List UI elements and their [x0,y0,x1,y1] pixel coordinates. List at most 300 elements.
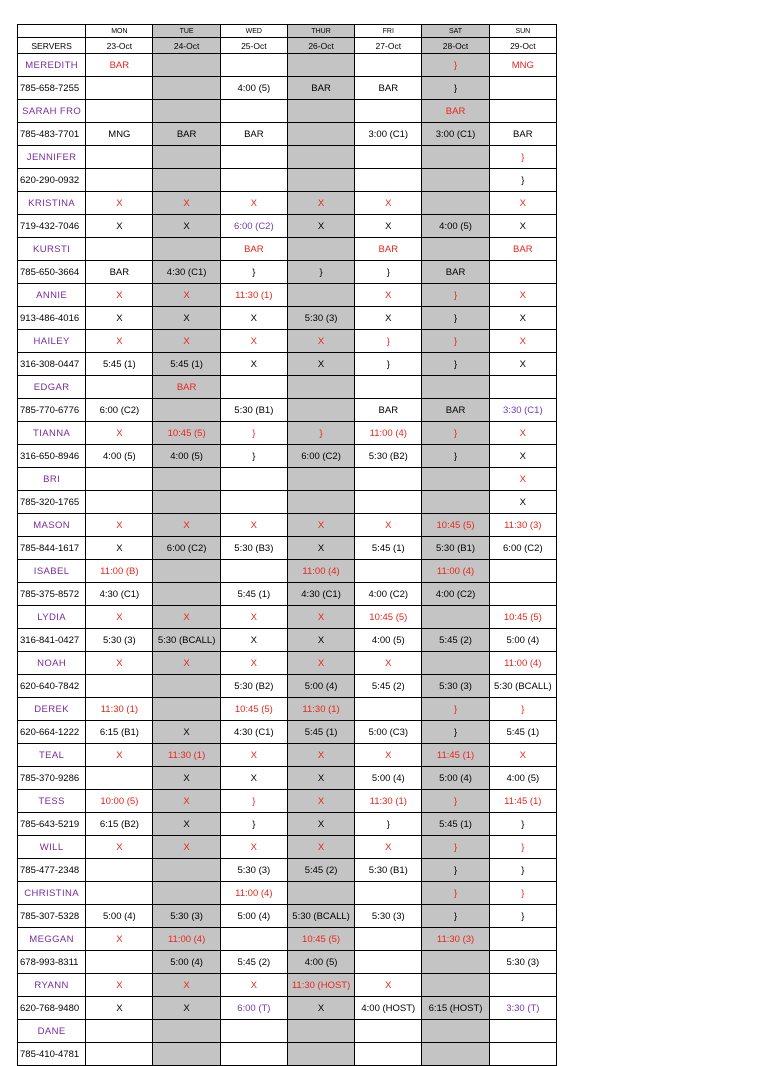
shift-cell: BAR [220,238,287,261]
shift-cell: 5:30 (3) [355,905,422,928]
shift-cell: 5:30 (BCALL) [489,675,556,698]
shift-cell: 11:30 (1) [86,698,153,721]
shift-cell: 5:00 (4) [86,905,153,928]
server-name-meggan: MEGGAN [18,928,86,951]
shift-cell: 6:00 (C2) [220,215,287,238]
server-phone-sarah-fro: 785-483-7701 [18,123,86,146]
shift-cell: 5:45 (1) [86,353,153,376]
server-phone-teal: 785-370-9286 [18,767,86,790]
server-name-christina: CHRISTINA [18,882,86,905]
shift-cell: } [422,284,489,307]
server-name-meredith: MEREDITH [18,54,86,77]
shift-cell [220,1020,287,1043]
shift-cell: BAR [489,238,556,261]
server-phone-row [18,767,557,790]
shift-cell: } [355,353,422,376]
shift-cell: 5:30 (3) [153,905,220,928]
shift-cell: X [153,813,220,836]
shift-cell: X [489,744,556,767]
shift-cell: X [489,215,556,238]
shift-cell: X [220,192,287,215]
shift-cell: 4:00 (5) [355,629,422,652]
server-name-edgar: EDGAR [18,376,86,399]
shift-cell: 5:30 (3) [287,307,354,330]
server-name-row [18,836,557,859]
server-name-row [18,146,557,169]
shift-cell: X [287,537,354,560]
shift-cell: 5:45 (2) [287,859,354,882]
shift-cell: X [489,468,556,491]
shift-cell: 5:00 (4) [489,629,556,652]
shift-cell [86,767,153,790]
shift-cell: 5:30 (B3) [220,537,287,560]
shift-cell [489,560,556,583]
server-name-row [18,376,557,399]
server-phone-dane: 785-410-4781 [18,1043,86,1066]
schedule-table [17,24,557,1066]
shift-cell: } [422,721,489,744]
shift-cell [355,491,422,514]
shift-cell: X [86,974,153,997]
shift-cell: 5:00 (C3) [355,721,422,744]
shift-cell: X [355,652,422,675]
shift-cell: MNG [489,54,556,77]
shift-cell: 4:00 (C2) [355,583,422,606]
shift-cell [287,284,354,307]
shift-cell: } [422,422,489,445]
shift-cell: 5:45 (2) [422,629,489,652]
shift-cell [287,491,354,514]
shift-cell: 5:45 (1) [422,813,489,836]
shift-cell: } [489,905,556,928]
shift-cell: X [355,307,422,330]
shift-cell: X [489,422,556,445]
server-name-jennifer: JENNIFER [18,146,86,169]
shift-cell: X [220,767,287,790]
shift-cell [422,652,489,675]
shift-cell: BAR [422,261,489,284]
shift-cell: X [489,491,556,514]
shift-cell: X [86,330,153,353]
server-phone-row [18,77,557,100]
shift-cell: } [287,261,354,284]
day-date-wed: 25-Oct [220,38,287,54]
shift-cell: 5:30 (B1) [422,537,489,560]
server-phone-row [18,859,557,882]
shift-cell [355,951,422,974]
server-phone-christina: 785-307-5328 [18,905,86,928]
server-name-row [18,882,557,905]
shift-cell: X [489,284,556,307]
shift-cell: } [422,353,489,376]
server-phone-row [18,445,557,468]
shift-cell: 11:30 (1) [287,698,354,721]
shift-cell: 4:00 (C2) [422,583,489,606]
shift-cell: X [220,514,287,537]
shift-cell: } [422,698,489,721]
shift-cell [153,399,220,422]
server-name-row [18,514,557,537]
shift-cell: X [153,652,220,675]
shift-cell: } [422,905,489,928]
shift-cell [422,238,489,261]
shift-cell: 5:30 (3) [86,629,153,652]
shift-cell: } [220,790,287,813]
day-name-sun: SUN [489,25,556,38]
shift-cell: 5:00 (4) [220,905,287,928]
shift-cell: 11:30 (HOST) [287,974,354,997]
shift-cell [422,951,489,974]
day-date-sat: 28-Oct [422,38,489,54]
shift-cell [287,882,354,905]
shift-cell: X [153,767,220,790]
shift-cell [355,1020,422,1043]
shift-cell [355,100,422,123]
shift-cell [355,560,422,583]
shift-cell [220,1043,287,1066]
shift-cell: BAR [422,399,489,422]
shift-cell: X [355,744,422,767]
shift-cell: X [287,813,354,836]
shift-cell: 5:30 (3) [489,951,556,974]
servers-header: SERVERS [18,38,86,54]
server-phone-row [18,307,557,330]
server-name-will: WILL [18,836,86,859]
server-name-tess: TESS [18,790,86,813]
shift-cell: X [287,514,354,537]
shift-cell [287,1020,354,1043]
shift-cell: X [86,744,153,767]
server-phone-noah: 620-640-7842 [18,675,86,698]
server-phone-hailey: 316-308-0447 [18,353,86,376]
day-name-wed: WED [220,25,287,38]
shift-cell: 4:30 (C1) [153,261,220,284]
shift-cell: X [220,652,287,675]
shift-cell [489,261,556,284]
shift-cell: } [220,261,287,284]
shift-cell: } [220,422,287,445]
shift-cell: 3:30 (T) [489,997,556,1020]
shift-cell: 10:45 (5) [220,698,287,721]
date-row [18,38,557,54]
shift-cell: 11:00 (4) [489,652,556,675]
shift-cell [220,468,287,491]
shift-cell [153,468,220,491]
shift-cell [220,54,287,77]
server-phone-derek: 620-664-1222 [18,721,86,744]
day-name-mon: MON [86,25,153,38]
shift-cell [153,698,220,721]
shift-cell: 5:45 (1) [153,353,220,376]
server-name-row [18,560,557,583]
shift-cell [489,77,556,100]
shift-cell [287,123,354,146]
shift-cell: } [220,445,287,468]
shift-cell: } [220,813,287,836]
shift-cell [86,169,153,192]
shift-cell: X [153,974,220,997]
shift-cell: 11:30 (3) [422,928,489,951]
server-phone-row [18,905,557,928]
shift-cell: X [86,422,153,445]
shift-cell: 11:00 (4) [153,928,220,951]
shift-cell: X [86,284,153,307]
shift-cell: X [287,192,354,215]
day-name-thur: THUR [287,25,354,38]
shift-cell [153,882,220,905]
shift-cell: BAR [86,261,153,284]
shift-cell: BAR [153,376,220,399]
shift-cell [86,951,153,974]
shift-cell: X [489,330,556,353]
shift-cell: X [287,744,354,767]
shift-cell [86,1020,153,1043]
shift-cell [86,376,153,399]
shift-cell [422,169,489,192]
shift-cell [355,1043,422,1066]
shift-cell: 5:45 (1) [489,721,556,744]
server-phone-tianna: 316-650-8946 [18,445,86,468]
shift-cell: 5:00 (4) [153,951,220,974]
shift-cell [489,1043,556,1066]
server-name-row [18,652,557,675]
server-name-row [18,928,557,951]
shift-cell: 5:00 (4) [355,767,422,790]
day-name-row [18,25,557,38]
shift-cell [355,146,422,169]
shift-cell: X [86,997,153,1020]
server-name-kursti: KURSTI [18,238,86,261]
shift-cell: X [86,606,153,629]
shift-cell [287,238,354,261]
server-phone-edgar: 785-770-6776 [18,399,86,422]
shift-cell [153,169,220,192]
shift-cell [489,928,556,951]
day-name-tue: TUE [153,25,220,38]
shift-cell: 5:30 (BCALL) [287,905,354,928]
shift-cell: 3:00 (C1) [355,123,422,146]
server-name-row [18,192,557,215]
shift-cell: X [220,307,287,330]
shift-cell [287,100,354,123]
shift-cell: } [489,146,556,169]
shift-cell: } [355,330,422,353]
shift-cell: X [287,606,354,629]
shift-cell [153,675,220,698]
shift-cell: X [489,353,556,376]
shift-cell: X [86,928,153,951]
day-date-mon: 23-Oct [86,38,153,54]
header-corner [18,25,86,38]
shift-cell [489,974,556,997]
shift-cell [153,54,220,77]
shift-cell: MNG [86,123,153,146]
shift-cell [86,491,153,514]
shift-cell: X [86,514,153,537]
day-date-thur: 26-Oct [287,38,354,54]
shift-cell: 5:45 (2) [355,675,422,698]
shift-cell [422,606,489,629]
shift-cell: } [489,169,556,192]
day-name-fri: FRI [355,25,422,38]
server-phone-row [18,123,557,146]
shift-cell: X [86,836,153,859]
server-phone-bri: 785-320-1765 [18,491,86,514]
server-phone-annie: 913-486-4016 [18,307,86,330]
day-date-tue: 24-Oct [153,38,220,54]
shift-cell: 4:30 (C1) [287,583,354,606]
server-phone-row [18,169,557,192]
server-phone-row [18,215,557,238]
server-phone-row [18,629,557,652]
shift-cell: 5:45 (1) [220,583,287,606]
shift-cell [489,376,556,399]
day-name-sat: SAT [422,25,489,38]
shift-cell: X [287,353,354,376]
server-phone-mason: 785-844-1617 [18,537,86,560]
shift-cell: 5:30 (B2) [220,675,287,698]
shift-cell [422,1043,489,1066]
server-name-sarah-fro: SARAH FRO [18,100,86,123]
shift-cell: X [489,307,556,330]
shift-cell: } [422,77,489,100]
server-name-mason: MASON [18,514,86,537]
shift-cell [355,376,422,399]
shift-cell: X [86,307,153,330]
shift-cell: X [287,629,354,652]
shift-cell: X [86,192,153,215]
shift-cell: 5:45 (2) [220,951,287,974]
server-name-annie: ANNIE [18,284,86,307]
shift-cell: 11:30 (3) [489,514,556,537]
shift-cell [422,468,489,491]
shift-cell [489,583,556,606]
shift-cell: 4:00 (5) [287,951,354,974]
shift-cell [220,491,287,514]
shift-cell: 11:00 (4) [220,882,287,905]
shift-cell: 11:00 (4) [287,560,354,583]
shift-cell: 11:00 (4) [422,560,489,583]
shift-cell: 5:30 (B2) [355,445,422,468]
shift-cell [287,54,354,77]
shift-cell: 6:00 (T) [220,997,287,1020]
shift-cell [86,77,153,100]
shift-cell: } [355,261,422,284]
shift-cell: X [153,790,220,813]
server-name-row [18,974,557,997]
shift-cell [220,146,287,169]
shift-cell [287,376,354,399]
server-phone-row [18,353,557,376]
shift-cell: X [355,192,422,215]
server-name-row [18,100,557,123]
server-name-teal: TEAL [18,744,86,767]
server-name-lydia: LYDIA [18,606,86,629]
server-name-ryann: RYANN [18,974,86,997]
shift-cell: 10:45 (5) [287,928,354,951]
server-phone-row [18,399,557,422]
shift-cell: 6:00 (C2) [287,445,354,468]
server-phone-row [18,1043,557,1066]
shift-cell: } [287,422,354,445]
server-phone-row [18,261,557,284]
shift-cell: 4:00 (5) [489,767,556,790]
shift-cell: 11:45 (1) [422,744,489,767]
server-phone-row [18,721,557,744]
server-phone-row [18,583,557,606]
server-name-row [18,330,557,353]
shift-cell: X [355,284,422,307]
shift-cell: X [153,606,220,629]
shift-cell [220,376,287,399]
server-name-row [18,790,557,813]
shift-cell: 5:30 (B1) [355,859,422,882]
shift-cell [86,675,153,698]
server-name-bri: BRI [18,468,86,491]
shift-cell: X [153,284,220,307]
shift-cell: X [355,215,422,238]
server-name-row [18,284,557,307]
shift-cell [422,1020,489,1043]
shift-cell: 5:45 (1) [355,537,422,560]
shift-cell: X [153,514,220,537]
shift-cell: BAR [355,238,422,261]
server-name-kristina: KRISTINA [18,192,86,215]
shift-cell [355,882,422,905]
server-phone-kristina: 719-432-7046 [18,215,86,238]
server-phone-row [18,997,557,1020]
day-date-fri: 27-Oct [355,38,422,54]
shift-cell [86,1043,153,1066]
server-name-isabel: ISABEL [18,560,86,583]
shift-cell [422,192,489,215]
shift-cell: BAR [355,399,422,422]
shift-cell: 4:00 (HOST) [355,997,422,1020]
shift-cell: 5:00 (4) [422,767,489,790]
shift-cell [355,928,422,951]
shift-cell: } [422,54,489,77]
server-phone-tess: 785-643-5219 [18,813,86,836]
shift-cell: X [220,629,287,652]
server-name-tianna: TIANNA [18,422,86,445]
shift-cell: X [153,330,220,353]
shift-cell [422,376,489,399]
server-name-row [18,744,557,767]
server-phone-row [18,537,557,560]
server-phone-row [18,813,557,836]
shift-cell: X [220,353,287,376]
shift-cell: } [422,790,489,813]
shift-cell [153,583,220,606]
shift-cell: 11:30 (1) [153,744,220,767]
server-phone-ryann: 620-768-9480 [18,997,86,1020]
shift-cell: 11:00 (4) [355,422,422,445]
server-name-row [18,698,557,721]
server-name-hailey: HAILEY [18,330,86,353]
shift-cell [153,859,220,882]
shift-cell: } [422,445,489,468]
shift-cell: } [422,882,489,905]
server-name-row [18,54,557,77]
shift-cell [422,974,489,997]
server-phone-jennifer: 620-290-0932 [18,169,86,192]
shift-cell [153,77,220,100]
shift-cell: X [220,744,287,767]
shift-cell [489,1020,556,1043]
shift-cell [153,560,220,583]
shift-cell [355,468,422,491]
server-phone-lydia: 316-841-0427 [18,629,86,652]
